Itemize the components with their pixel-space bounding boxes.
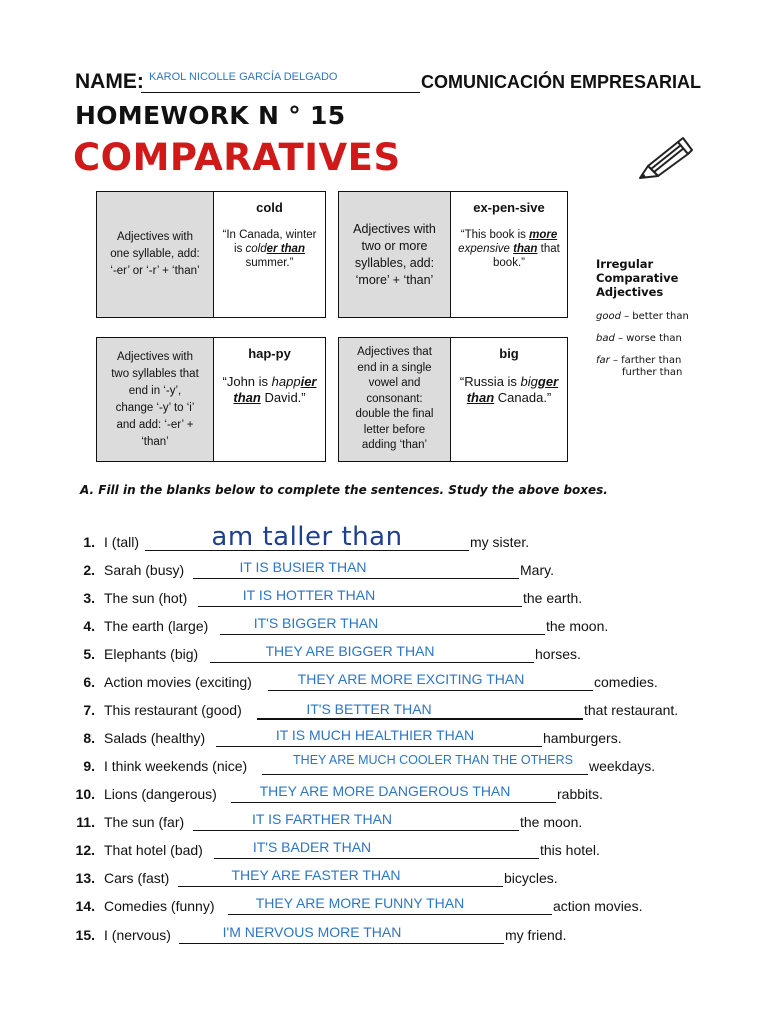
- page-title: COMPARATIVES: [73, 136, 401, 179]
- answer-text[interactable]: I'M NERVOUS MORE THAN: [222, 924, 402, 940]
- answer-text[interactable]: THEY ARE FASTER THAN: [231, 867, 401, 883]
- example-sentence: “In Canada, winter is colder than summer.”: [222, 229, 317, 269]
- answer-blank[interactable]: [179, 943, 504, 944]
- answer-blank[interactable]: [262, 774, 588, 775]
- answer-blank[interactable]: [178, 886, 503, 887]
- answer-text[interactable]: IT IS FARTHER THAN: [251, 811, 393, 827]
- answer-text[interactable]: THEY ARE MORE DANGEROUS THAN: [259, 783, 511, 799]
- answer-text[interactable]: IT IS MUCH HEALTHIER THAN: [275, 727, 475, 743]
- irregular-item: far – farther than further than: [596, 355, 683, 378]
- example-word: big: [499, 346, 519, 361]
- answer-text[interactable]: THEY ARE MORE EXCITING THAN: [297, 671, 525, 687]
- answer-blank[interactable]: [193, 578, 519, 579]
- rule-box-one-syllable: [96, 191, 326, 318]
- answer-blank[interactable]: [214, 858, 539, 859]
- irregular-item: bad – worse than: [596, 333, 682, 344]
- answer-blank[interactable]: [268, 690, 593, 691]
- answer-text[interactable]: THEY ARE MUCH COOLER THAN THE OTHERS: [293, 753, 573, 767]
- pencil-icon: [634, 130, 694, 180]
- irregular-title: Irregular Comparative Adjectives: [596, 257, 679, 299]
- example-panel: [214, 192, 325, 317]
- answer-blank[interactable]: [198, 606, 522, 607]
- name-label: NAME:: [75, 70, 144, 93]
- rule-text: Adjectives with two syllables that end in ‘-y’, change ‘-y’ to ‘i’ and add: ‘-er’ + ‘than’: [97, 338, 214, 461]
- answer-blank[interactable]: [257, 718, 583, 720]
- example-panel: [214, 338, 325, 461]
- example-sentence: “John is happier than David.”: [222, 374, 317, 405]
- answer-blank[interactable]: [210, 662, 534, 663]
- answer-blank[interactable]: [228, 914, 552, 915]
- rule-box-two-syllables: [338, 191, 568, 318]
- answer-text[interactable]: THEY ARE MORE FUNNY THAN: [255, 895, 465, 911]
- example-panel: [451, 192, 567, 317]
- student-name[interactable]: KAROL NICOLLE GARCÍA DELGADO: [149, 71, 338, 83]
- answer-text[interactable]: IT'S BETTER THAN: [306, 701, 432, 717]
- answer-blank[interactable]: [216, 746, 542, 747]
- homework-number: HOMEWORK N ° 15: [75, 101, 346, 130]
- answer-text[interactable]: am taller than: [211, 522, 403, 552]
- name-line: [141, 92, 420, 93]
- example-sentence: “Russia is bigger than Canada.”: [459, 374, 559, 405]
- answer-text[interactable]: THEY ARE BIGGER THAN: [265, 643, 435, 659]
- rule-text: Adjectives that end in a single vowel and consonant: double the final letter before adding ‘than’: [339, 338, 451, 461]
- example-word: ex-pen-sive: [473, 200, 545, 215]
- rule-box-y-ending: [96, 337, 326, 462]
- irregular-adjectives: [596, 257, 706, 379]
- course-name: COMUNICACIÓN EMPRESARIAL: [421, 72, 702, 92]
- answer-text[interactable]: IT'S BADER THAN: [252, 839, 372, 855]
- answer-text[interactable]: IT IS BUSIER THAN: [239, 559, 367, 575]
- irregular-item: good – better than: [596, 311, 689, 322]
- example-panel: [451, 338, 567, 461]
- answer-blank[interactable]: [193, 830, 519, 831]
- rule-text: Adjectives with two or more syllables, add: ‘more’ + ‘than’: [339, 192, 451, 317]
- example-word: hap-py: [248, 346, 291, 361]
- instructions: A. Fill in the blanks below to complete the sentences. Study the above boxes.: [80, 483, 608, 497]
- answer-text[interactable]: IT'S BIGGER THAN: [253, 615, 379, 631]
- answer-text[interactable]: IT IS HOTTER THAN: [242, 587, 376, 603]
- example-word: cold: [256, 200, 283, 215]
- rule-text: Adjectives with one syllable, add: ‘-er’ or ‘-r’ + ‘than’: [97, 192, 214, 317]
- answer-blank[interactable]: [220, 634, 545, 635]
- rule-box-double-consonant: [338, 337, 568, 462]
- example-sentence: “This book is more expensive than that book.”: [458, 229, 560, 269]
- answer-blank[interactable]: [231, 802, 556, 803]
